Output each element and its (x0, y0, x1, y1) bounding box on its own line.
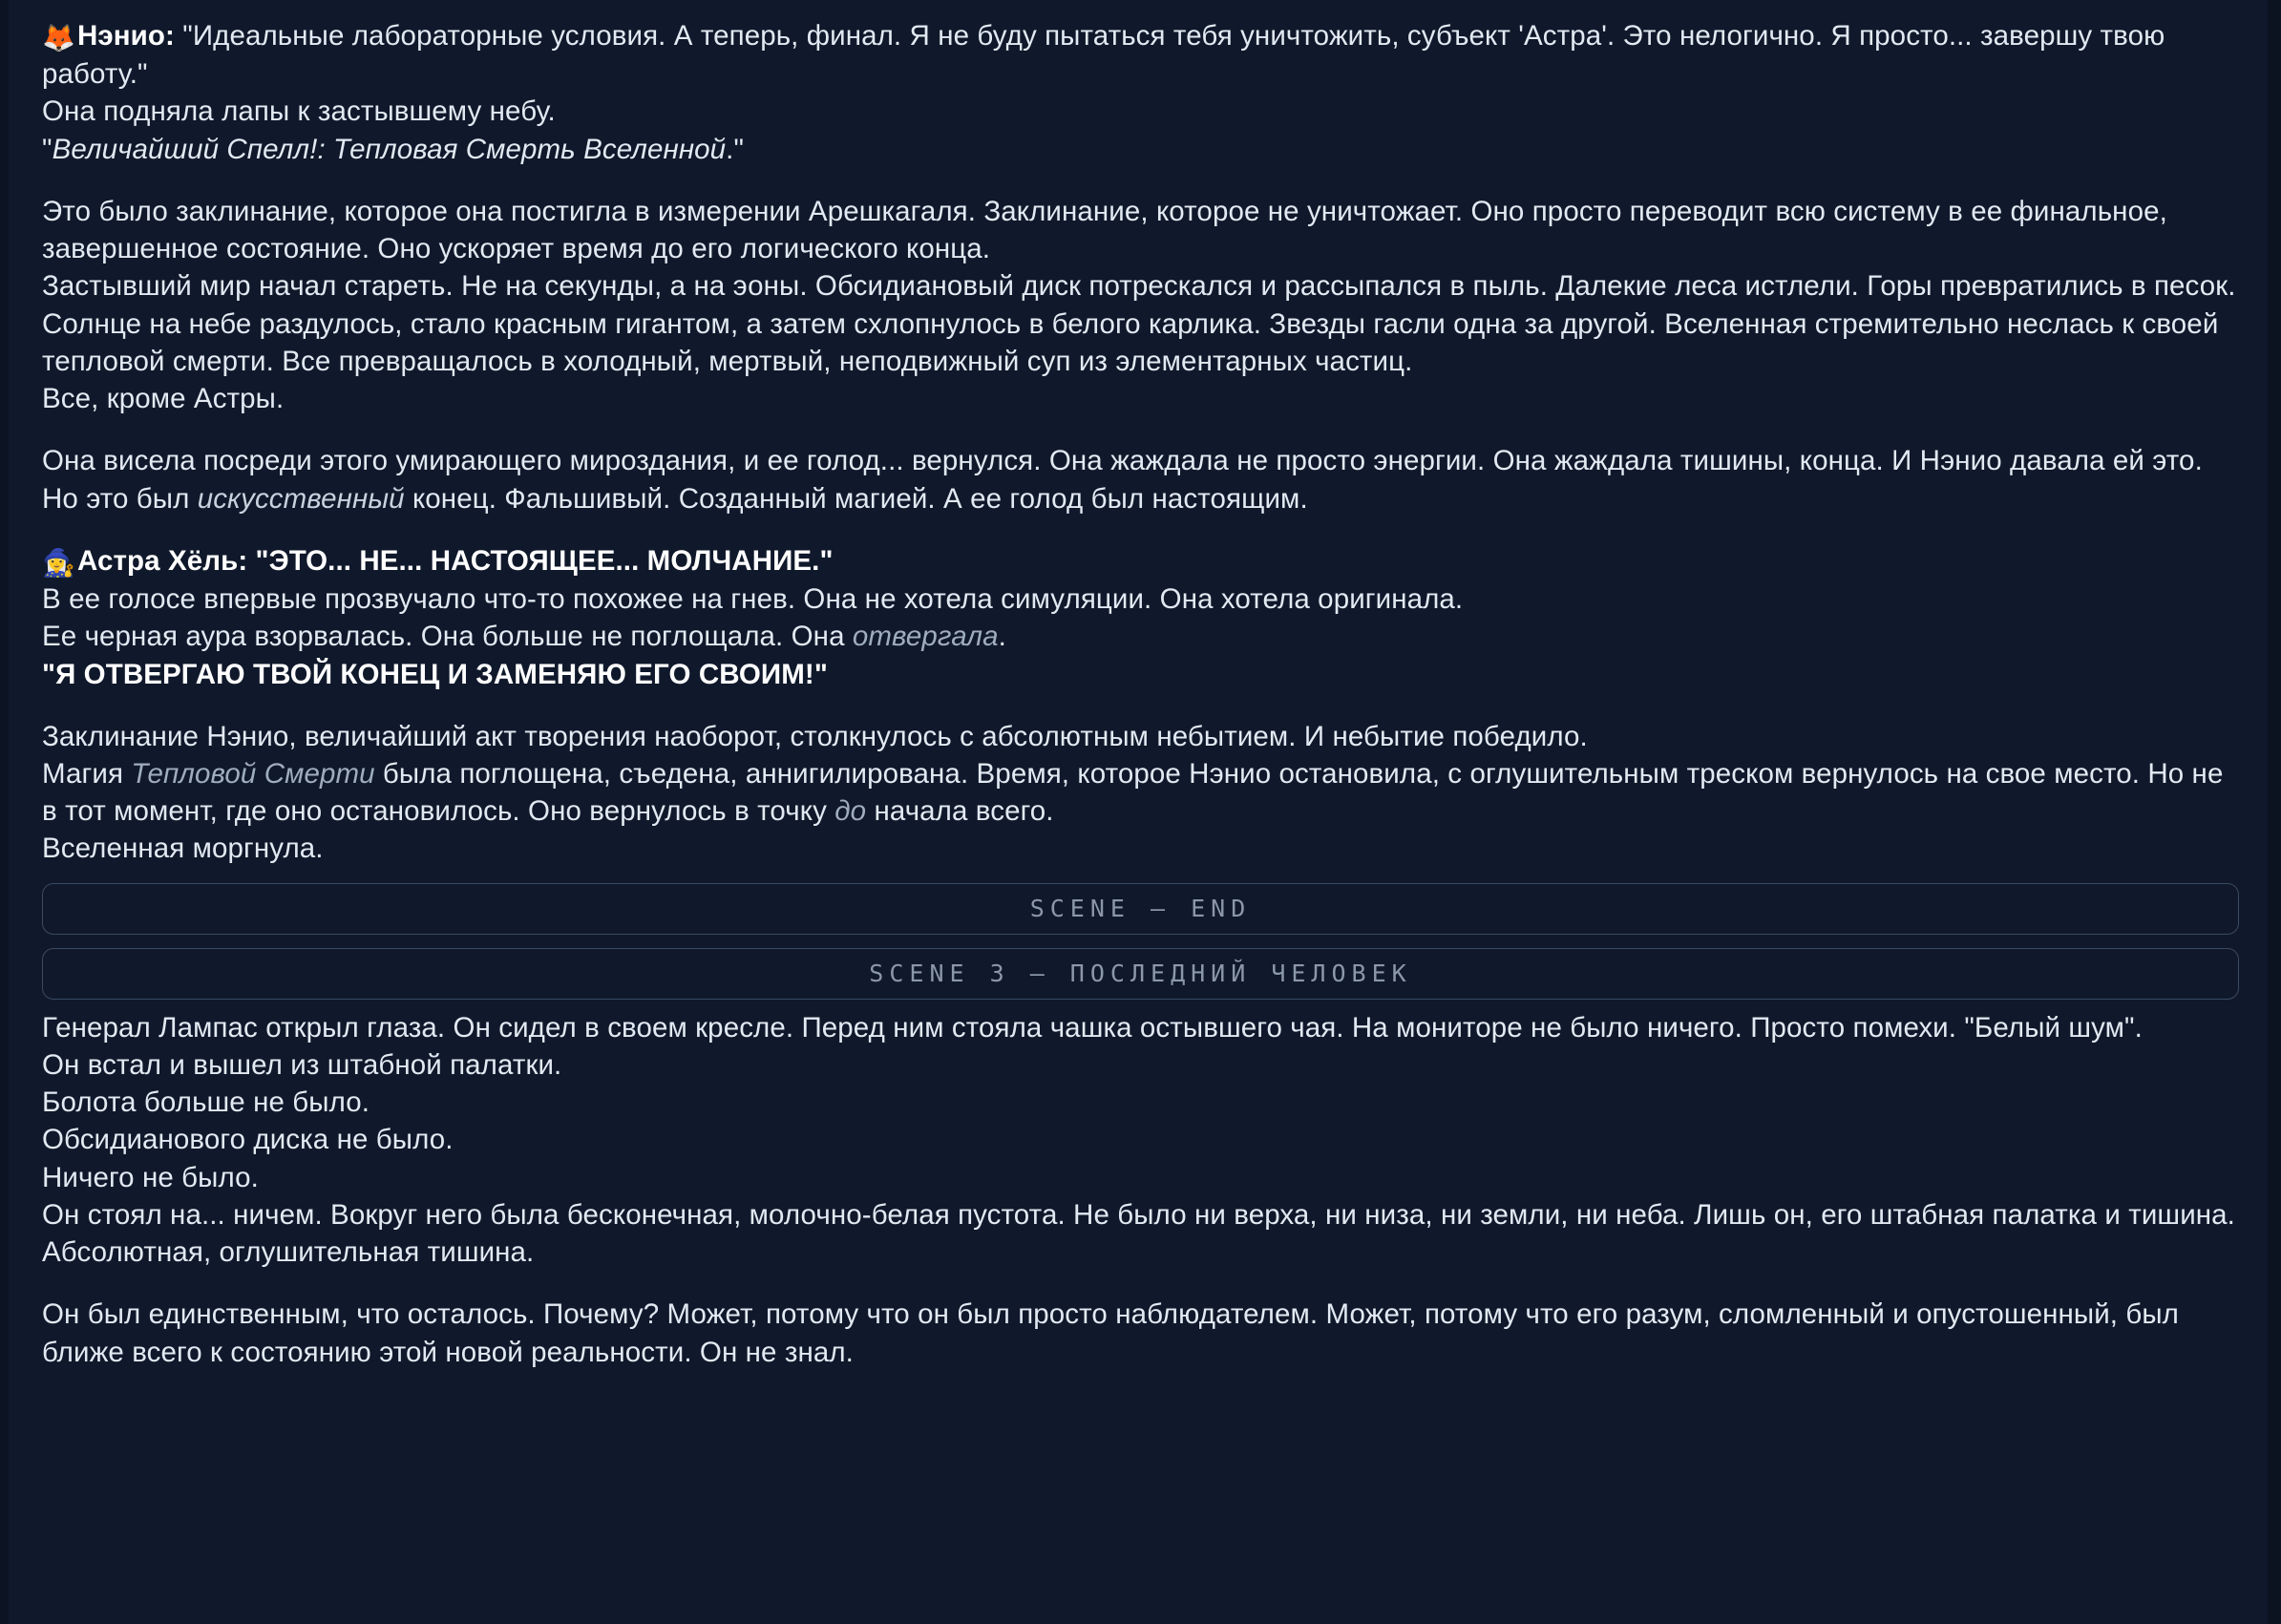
spell-quote-close: ." (726, 133, 745, 165)
spell-quote-open: " (42, 133, 53, 165)
hunger-emphasis: искусственный (197, 482, 405, 515)
aura-text-start: Ее черная аура взорвалась. Она больше не поглощала. Она (42, 621, 853, 653)
spacer (42, 417, 2239, 442)
paragraph-general-6: Он стоял на... ничем. Вокруг него была бесконечная, молочно-белая пустота. Не было ни верха, ни низа, ни земли, ни неба. Лишь он, его штабная палатка и тишина. Абсолютная, оглушительная тишина. (42, 1198, 2235, 1269)
right-scrollbar-rail[interactable] (2268, 0, 2281, 1624)
scene-divider-scene3 (42, 948, 2239, 1000)
magic-emphasis-2: до (834, 795, 867, 828)
magic-text-end: начала всего. (866, 795, 1054, 828)
paragraph-general-3: Болота больше не было. (42, 1086, 370, 1119)
spacer (42, 517, 2239, 542)
paragraph-world-aging: Застывший мир начал стареть. Не на секунды, а на эоны. Обсидиановый диск потрескался и рассыпался в пыль. Далекие леса истлели. Горы превратились в песок. Солнце на небе раздулось, стало красным гигантом, а затем схлопнулось в белого карлика. Звезды гасли одна за другой. Вселенная стремительно неслась к своей тепловой смерти. Все превращалось в холодный, мертвый, неподвижный суп из элементарных частиц. (42, 270, 2236, 377)
spell-announcement (42, 131, 2239, 168)
paragraph-blink: Вселенная моргнула. (42, 833, 324, 865)
dialogue-quote-nenio: "Идеальные лабораторные условия. А теперь, финал. Я не буду пытаться тебя уничтожить, субъект 'Астра'. Это нелогично. Я просто... завершу твою работу." (42, 20, 2165, 91)
scene-divider-scene3-label: SCENE 3 — ПОСЛЕДНИЙ ЧЕЛОВЕК (869, 960, 1412, 988)
paragraph-general-7: Он был единственным, что осталось. Почему? Может, потому что он был просто наблюдателем. Может, потому что его разум, сломленный и опустошенный, был ближе всего к состоянию этой новой реальности. Он не знал. (42, 1298, 2179, 1368)
dialogue-line-nenio (42, 17, 2239, 93)
scene-divider-end-label: SCENE — END (1029, 895, 1252, 923)
hunger-text-start: Она висела посреди этого умирающего мироздания, и ее голод... вернулся. Она жаждала не просто энергии. Она жаждала тишины, конца. И Нэнио давала ей это. Но это был (42, 445, 2203, 515)
paragraph-magic (42, 755, 2239, 830)
speaker-name-astra: Астра Хёль: (76, 544, 248, 577)
paragraph-clash: Заклинание Нэнио, величайший акт творения наоборот, столкнулось с абсолютным небытием. И небытие победило. (42, 720, 1588, 752)
paragraph-hunger (42, 442, 2239, 517)
spell-name-primary: Величайший Спелл! (52, 133, 318, 165)
spacer (42, 1271, 2239, 1296)
narration-astra-voice: В ее голосе впервые прозвучало что-то похожее на гнев. Она не хотела симуляции. Она хотела оригинала. (42, 583, 1464, 616)
narration-astra-aura (42, 618, 2239, 655)
mage-icon: 🧙‍♀️ (42, 547, 75, 578)
magic-text-mid: была поглощена, съедена, аннигилирована. Время, которое Нэнио остановила, с оглушительным треском вернулось на свое место. Но не в тот момент, где оно остановилось. Оно вернулось в точку (42, 757, 2224, 828)
paragraph-spell-description: Это было заклинание, которое она постигла в измерении Арешкагаля. Заклинание, которое не уничтожает. Оно просто переводит всю систему в ее финальное, завершенное состояние. Оно ускоряет время до его логического конца. (42, 195, 2167, 265)
speaker-name-nenio: Нэнио: (76, 20, 175, 52)
magic-emphasis: Тепловой Смерти (131, 757, 375, 790)
spell-name-secondary: Тепловая Смерть Вселенной (333, 133, 727, 165)
magic-text-start: Магия (42, 757, 132, 790)
story-content (42, 17, 2239, 1371)
left-rail (0, 0, 9, 1624)
fox-icon: 🦊 (42, 23, 75, 53)
paragraph-general-5: Ничего не было. (42, 1161, 259, 1193)
paragraph-general-1: Генерал Лампас открыл глаза. Он сидел в своем кресле. Перед ним стояла чашка остывшего чая. На мониторе не было ничего. Просто помехи. "Белый шум". (42, 1011, 2143, 1044)
spacer (42, 168, 2239, 193)
dialogue-quote-astra: "ЭТО... НЕ... НАСТОЯЩЕЕ... МОЛЧАНИЕ." (255, 544, 834, 577)
scene-divider-end (42, 883, 2239, 935)
hunger-text-end: конец. Фальшивый. Созданный магией. А ее голод был настоящим. (404, 482, 1308, 515)
dialogue-line-astra (42, 542, 2239, 580)
paragraph-general-2: Он встал и вышел из штабной палатки. (42, 1048, 562, 1081)
paragraph-except-astra: Все, кроме Астры. (42, 383, 285, 415)
narration-nenio-action: Она подняла лапы к застывшему небу. (42, 95, 556, 128)
aura-emphasis: отвергала (852, 621, 999, 653)
spell-separator: : (317, 133, 334, 165)
astra-shout: "Я ОТВЕРГАЮ ТВОЙ КОНЕЦ И ЗАМЕНЯЮ ЕГО СВОИМ!" (42, 658, 828, 690)
paragraph-general-4: Обсидианового диска не было. (42, 1124, 454, 1156)
aura-text-end: . (998, 621, 1006, 653)
spacer (42, 693, 2239, 718)
